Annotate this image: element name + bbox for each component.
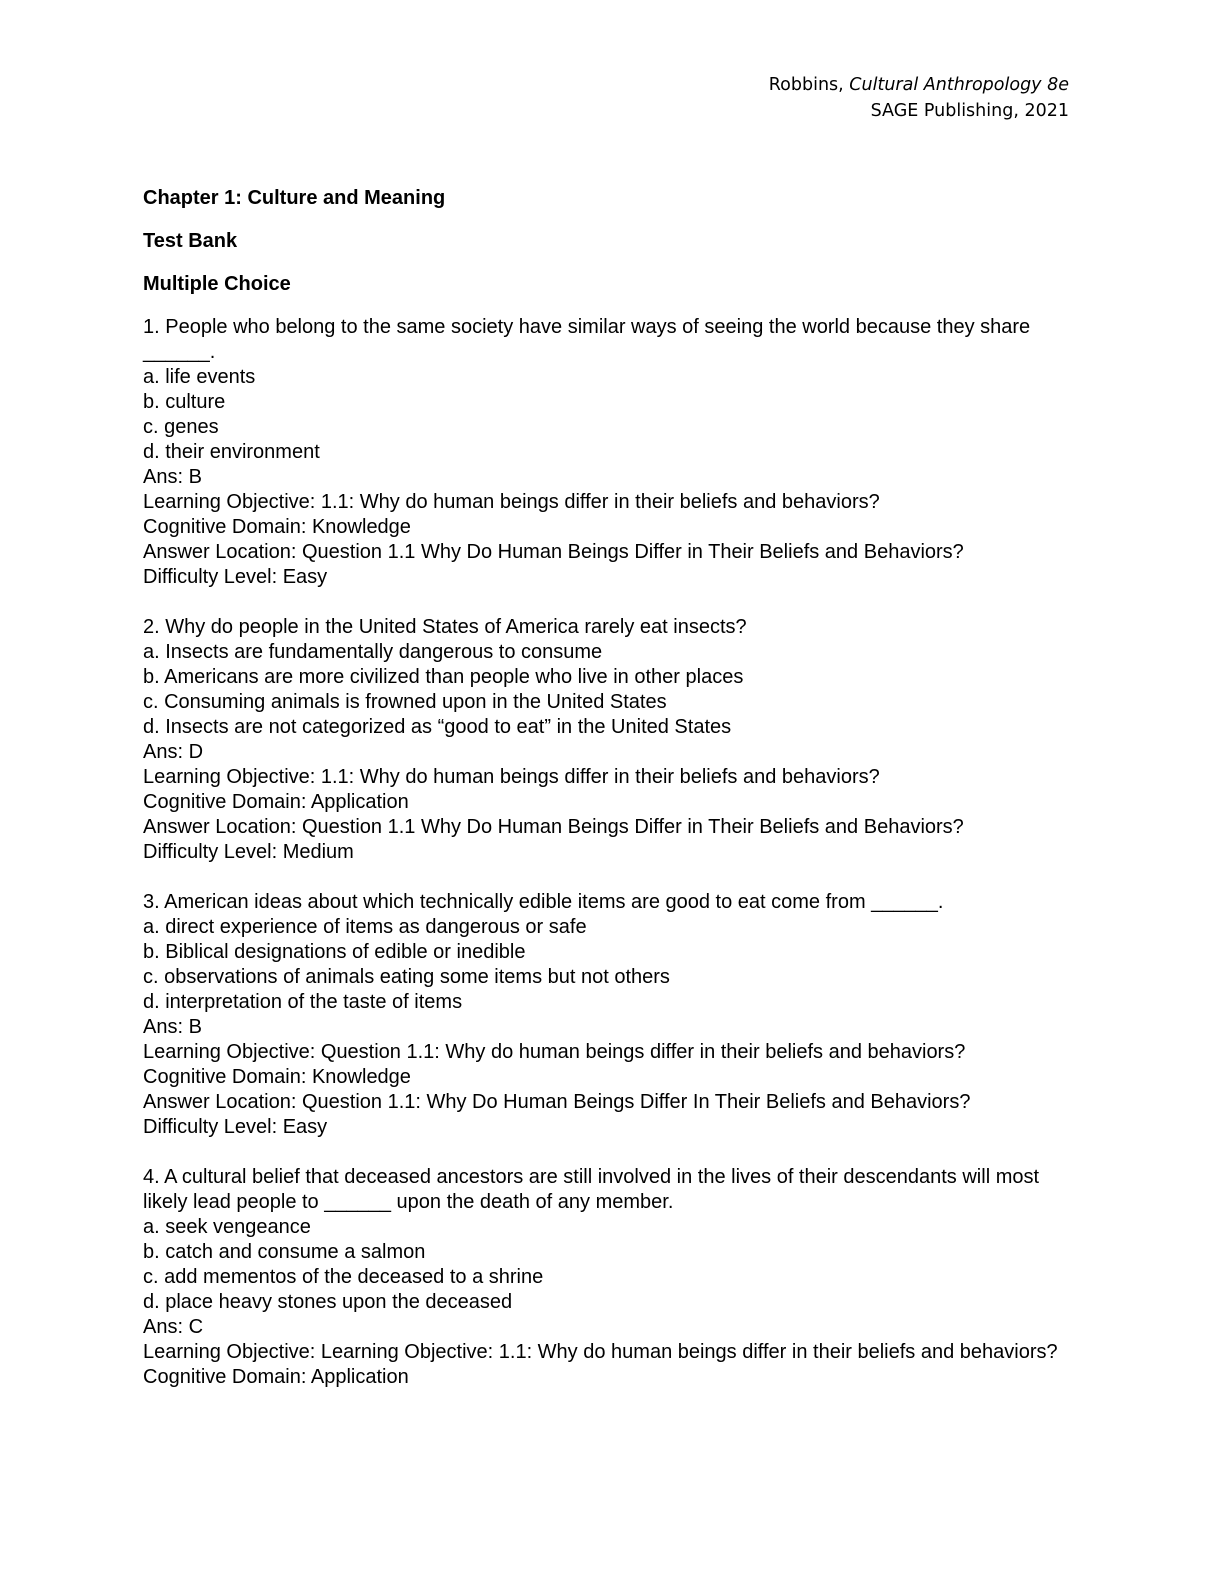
option-d: d. Insects are not categorized as “good to eat” in the United States [143, 716, 732, 738]
option-a: a. seek vengeance [143, 1216, 311, 1238]
option-b: b. catch and consume a salmon [143, 1241, 426, 1263]
subsection-title: Multiple Choice [143, 273, 291, 295]
option-d: d. place heavy stones upon the deceased [143, 1291, 513, 1313]
chapter-title: Chapter 1: Culture and Meaning [143, 187, 446, 209]
option-c: c. Consuming animals is frowned upon in the United States [143, 691, 667, 713]
cognitive-domain: Cognitive Domain: Application [143, 791, 409, 813]
question-stem: 3. American ideas about which technically edible items are good to eat come from ______. [143, 891, 944, 913]
answer: Ans: B [143, 1016, 202, 1038]
option-a: a. direct experience of items as dangerous or safe [143, 916, 587, 938]
option-c: c. genes [143, 416, 219, 438]
answer-location: Answer Location: Question 1.1: Why Do Human Beings Differ In Their Beliefs and Behaviors? [143, 1091, 971, 1113]
section-title: Test Bank [143, 230, 238, 252]
option-b: b. culture [143, 391, 226, 413]
answer-location: Answer Location: Question 1.1 Why Do Human Beings Differ in Their Beliefs and Behaviors? [143, 541, 964, 563]
option-a: a. Insects are fundamentally dangerous to consume [143, 641, 603, 663]
page-header [769, 72, 1069, 124]
book-citation [769, 72, 1069, 98]
learning-objective: Learning Objective: Learning Objective: 1.1: Why do human beings differ in their beliefs and behaviors? [143, 1341, 1058, 1363]
question-stem: 1. People who belong to the same society have similar ways of seeing the world because they share ______. [143, 316, 1031, 363]
option-d: d. interpretation of the taste of items [143, 991, 463, 1013]
question-2 [143, 615, 1083, 865]
question-4 [143, 1165, 1083, 1390]
answer-location: Answer Location: Question 1.1 Why Do Human Beings Differ in Their Beliefs and Behaviors? [143, 816, 964, 838]
difficulty-level: Difficulty Level: Medium [143, 841, 354, 863]
option-b: b. Americans are more civilized than people who live in other places [143, 666, 744, 688]
difficulty-level: Difficulty Level: Easy [143, 566, 328, 588]
learning-objective: Learning Objective: Question 1.1: Why do human beings differ in their beliefs and behaviors? [143, 1041, 966, 1063]
cognitive-domain: Cognitive Domain: Knowledge [143, 516, 411, 538]
difficulty-level: Difficulty Level: Easy [143, 1116, 328, 1138]
cognitive-domain: Cognitive Domain: Application [143, 1366, 409, 1388]
option-c: c. observations of animals eating some items but not others [143, 966, 670, 988]
question-3 [143, 890, 1083, 1140]
answer: Ans: C [143, 1316, 204, 1338]
answer: Ans: B [143, 466, 202, 488]
learning-objective: Learning Objective: 1.1: Why do human beings differ in their beliefs and behaviors? [143, 491, 880, 513]
author: Robbins, [768, 75, 850, 95]
answer: Ans: D [143, 741, 204, 763]
question-1 [143, 315, 1083, 590]
option-d: d. their environment [143, 441, 320, 463]
question-stem: 4. A cultural belief that deceased ancestors are still involved in the lives of their descendants will most likely lead people to ______ upon the death of any member. [143, 1166, 1040, 1213]
cognitive-domain: Cognitive Domain: Knowledge [143, 1066, 411, 1088]
option-a: a. life events [143, 366, 256, 388]
question-stem: 2. Why do people in the United States of America rarely eat insects? [143, 616, 747, 638]
publisher: SAGE Publishing, 2021 [870, 101, 1069, 121]
option-b: b. Biblical designations of edible or inedible [143, 941, 526, 963]
book-title: Cultural Anthropology 8e [849, 75, 1069, 95]
learning-objective: Learning Objective: 1.1: Why do human beings differ in their beliefs and behaviors? [143, 766, 880, 788]
option-c: c. add mementos of the deceased to a shrine [143, 1266, 544, 1288]
document-body [143, 186, 1083, 1415]
